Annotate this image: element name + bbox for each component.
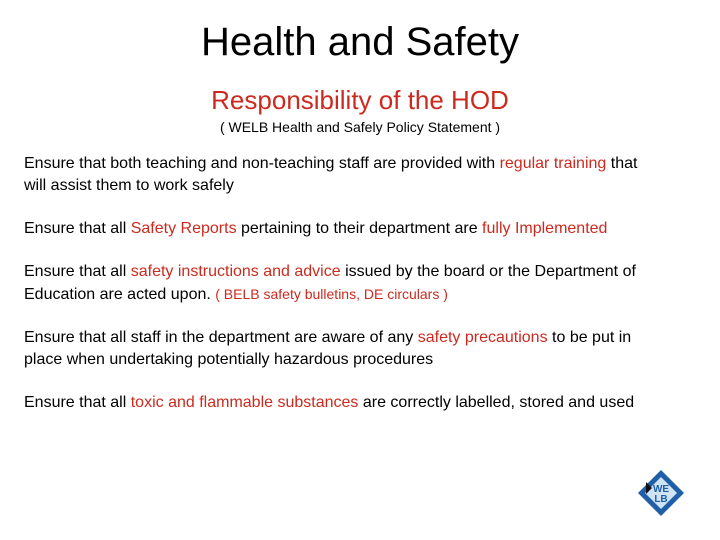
responsibility-item-precautions: Ensure that all staff in the department are aware of any safety precautions to be put in place when undertaking potentially hazardous procedures <box>24 329 632 368</box>
highlight-safety-instructions: safety instructions and advice <box>130 263 341 280</box>
highlight-fully-implemented: fully Implemented <box>482 220 608 237</box>
highlight-safety-precautions: safety precautions <box>417 329 548 346</box>
responsibility-item-training: Ensure that both teaching and non-teaching staff are provided with regular training that will assist them to work safely <box>24 155 638 194</box>
bulletins-note: ( BELB safety bulletins, DE circulars ) <box>215 286 448 302</box>
responsibility-item-substances: Ensure that all toxic and flammable substances are correctly labelled, stored and used <box>24 394 635 411</box>
welb-logo <box>636 468 686 518</box>
responsibility-list <box>24 153 644 435</box>
logo-text-top: WE <box>652 484 670 495</box>
highlight-safety-reports: Safety Reports <box>130 220 237 237</box>
responsibility-item-instructions: Ensure that all safety instructions and advice issued by the board or the Department of Education are acted upon. ( BELB safety bulletins, DE circulars ) <box>24 263 636 303</box>
policy-source: ( WELB Health and Safely Policy Statement ) <box>219 119 501 135</box>
responsibility-item-reports: Ensure that all Safety Reports pertaining to their department are fully Implemented <box>24 220 608 237</box>
highlight-regular-training: regular training <box>499 155 607 172</box>
slide-subtitle: Responsibility of the HOD <box>211 85 509 115</box>
slide-title: Health and Safety <box>201 20 519 64</box>
highlight-toxic-substances: toxic and flammable substances <box>130 394 359 411</box>
logo-text-bottom: LB <box>654 494 668 505</box>
